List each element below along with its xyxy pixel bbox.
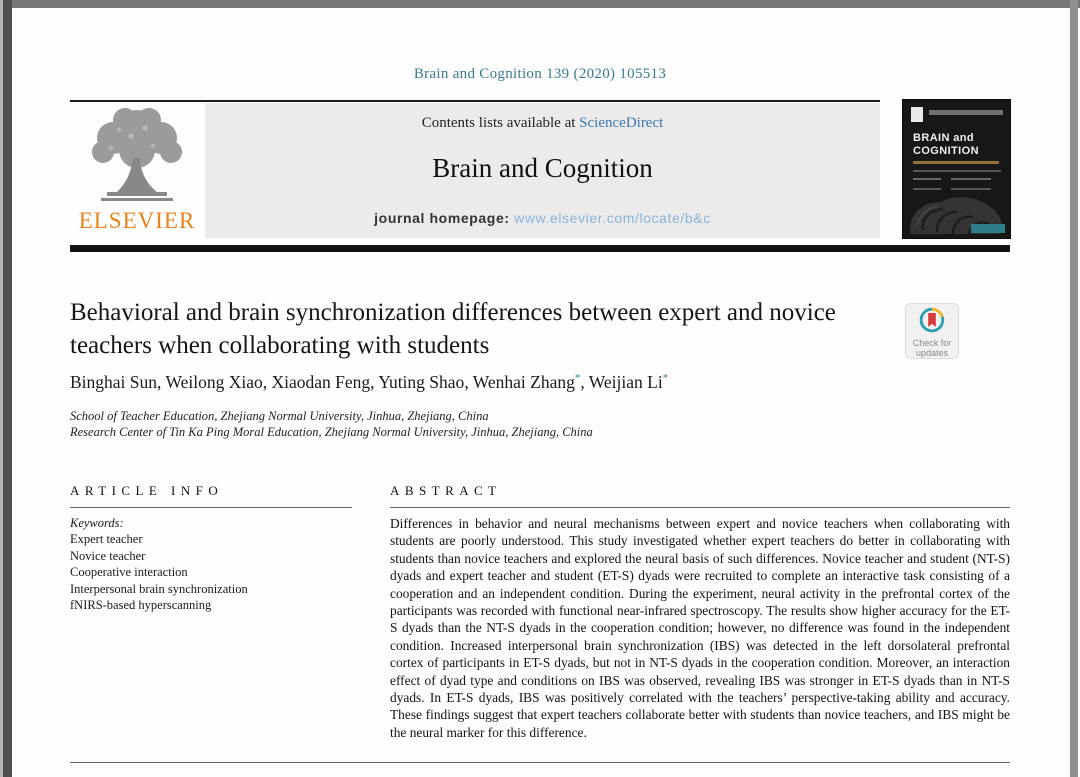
cover-divider <box>913 170 1001 172</box>
cover-publisher-mark <box>911 107 923 122</box>
elsevier-tree-icon <box>83 106 191 206</box>
article-info-section <box>70 483 352 614</box>
cover-top-bar <box>929 110 1003 115</box>
contents-prefix: Contents lists available at <box>421 115 580 131</box>
keyword: fNIRS-based hyperscanning <box>70 598 212 612</box>
author-marker[interactable]: * <box>662 372 669 385</box>
article-info-heading: ARTICLE INFO <box>70 483 224 498</box>
cover-subtitle-bar <box>913 161 999 164</box>
author: Wenhai Zhang*, <box>472 372 589 392</box>
homepage-url-link[interactable]: www.elsevier.com/locate/b&c <box>514 210 711 226</box>
author: Binghai Sun, <box>70 372 166 392</box>
photo-edge-right <box>1070 0 1078 777</box>
cover-accent-tag <box>971 224 1005 233</box>
keyword: Expert teacher <box>70 532 143 546</box>
keyword: Cooperative interaction <box>70 565 188 579</box>
author: Weijian Li* <box>588 372 669 392</box>
check-for-updates-badge[interactable] <box>905 303 959 359</box>
badge-caption: Check for updates <box>912 338 952 358</box>
page-bottom-rule <box>70 762 1010 763</box>
affiliation: School of Teacher Education, Zhejiang Normal University, Jinhua, Zhejiang, China <box>70 409 489 423</box>
elsevier-wordmark: ELSEVIER <box>78 208 196 233</box>
crossmark-icon <box>919 307 945 333</box>
author-list <box>70 372 930 393</box>
cover-title-line1: BRAIN and <box>913 132 975 144</box>
journal-citation[interactable]: Brain and Cognition 139 (2020) 105513 <box>413 66 667 82</box>
affiliation: Research Center of Tin Ka Ping Moral Education, Zhejiang Normal University, Jinhua, Zhejiang, China <box>70 425 593 439</box>
keyword: Interpersonal brain synchronization <box>70 581 248 596</box>
cover-title-line2: COGNITION <box>913 145 979 157</box>
abstract-rule <box>390 507 1010 508</box>
homepage-label: journal homepage: <box>374 210 515 226</box>
sciencedirect-link[interactable]: ScienceDirect <box>579 115 664 131</box>
article-title: Behavioral and brain synchronization differences between expert and novice teachers when collaborating with students <box>70 299 836 359</box>
contents-line <box>205 115 880 132</box>
journal-cover-thumbnail[interactable] <box>903 100 1010 238</box>
author: Xiaodan Feng, <box>271 372 379 392</box>
header-top-rule <box>70 100 880 102</box>
photo-edge-left <box>3 0 12 777</box>
keyword: Novice teacher <box>70 548 146 563</box>
photo-edge-top <box>0 0 1080 8</box>
author: Yuting Shao, <box>378 372 473 392</box>
homepage-line <box>205 210 880 226</box>
abstract-section <box>390 483 1010 741</box>
journal-title: Brain and Cognition <box>432 153 653 183</box>
author: Weilong Xiao, <box>165 372 272 392</box>
journal-header-banner <box>205 103 880 238</box>
author-marker[interactable]: * <box>574 372 581 385</box>
keywords-label: Keywords: <box>70 516 124 530</box>
affiliation-list <box>70 408 770 440</box>
abstract-heading: ABSTRACT <box>390 483 502 498</box>
elsevier-logo <box>72 106 202 238</box>
header-bottom-rule <box>70 245 1010 252</box>
abstract-text: Differences in behavior and neural mechanisms between expert and novice teachers when collaborating with students are poorly understood. This study investigated whether expert teachers do better in collaborating with students than novice teachers and explored the neural basis of such differences. Novice teacher and student (NT-S) dyads and expert teacher and student (ET-S) dyads were recruited to complete an interactive task consisting of a cooperation and an independent condition. During the experiment, neural activity in the prefrontal cortex of the participants was recorded with functional near-infrared spectroscopy. The results show higher accuracy for the ET-S dyads than the NT-S dyads in the cooperation condition; however, no difference was found in the independent condition. Increased interpersonal brain synchronization (IBS) was detected in the left dorsolateral prefrontal cortex of participants in ET-S dyads, but not in NT-S dyads in the cooperation condition. Moreover, an interaction effect of dyad type and conditions on IBS was observed, revealing IBS was stronger in ET-S dyads than in NT-S dyads. In ET-S dyads, IBS was positively correlated with the teachers’ perspective-taking ability and accuracy. These findings suggest that expert teachers collaborate better with students than novice teachers, and IBS might be the neural marker for this difference. <box>390 516 1010 740</box>
cover-title <box>913 132 1008 158</box>
article-info-rule <box>70 507 352 508</box>
